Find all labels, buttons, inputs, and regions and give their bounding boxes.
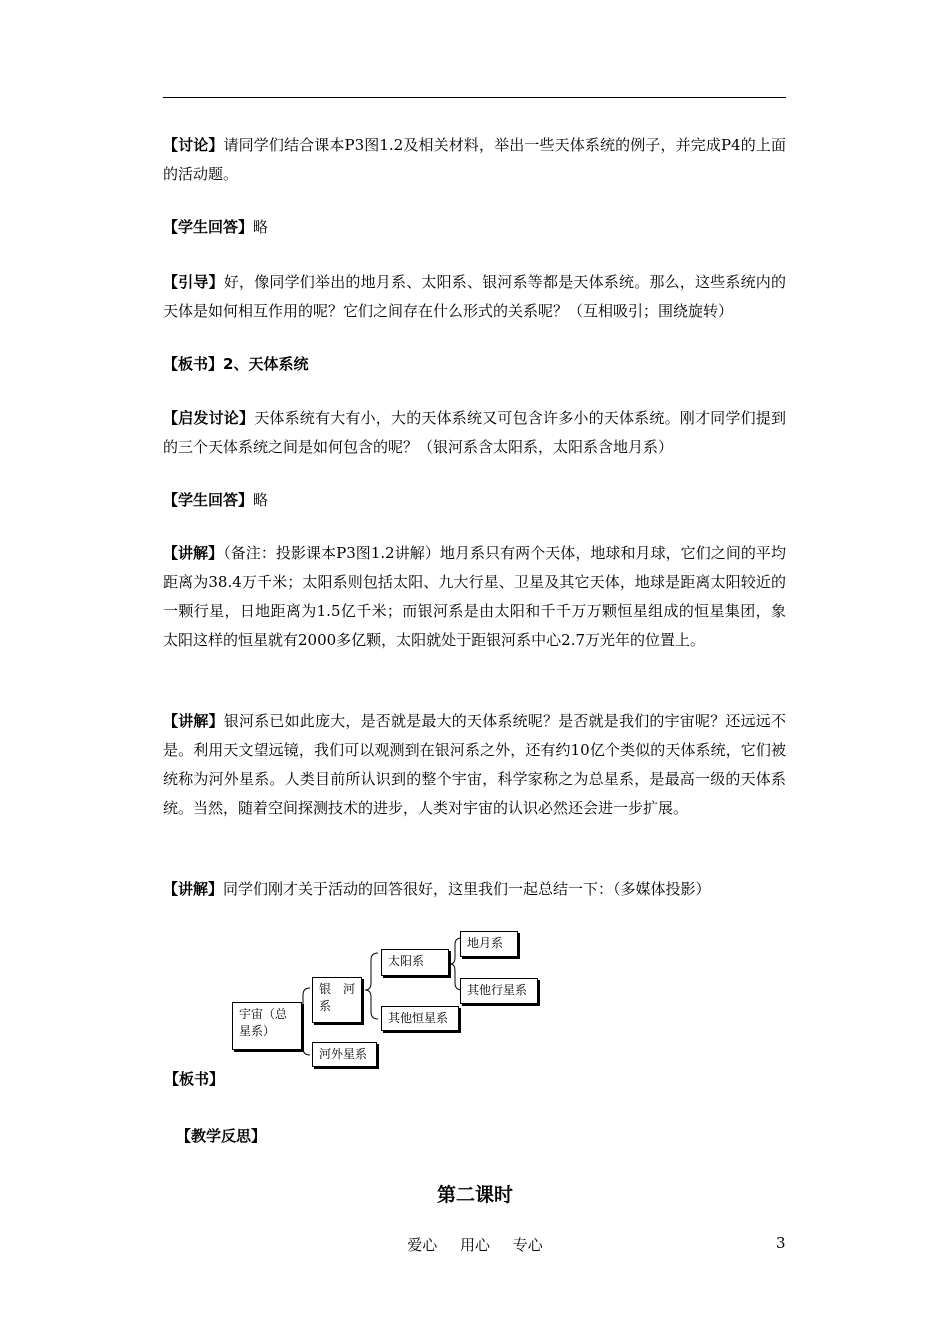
para-text: 好，像同学们举出的地月系、太阳系、银河系等都是天体系统。那么，这些系统内的天体是如何相互作用的呢？它们之间存在什么形式的关系呢？（互相吸引；围绕旋转）: [163, 273, 786, 320]
page-number: 3: [776, 1234, 786, 1252]
reflection-label: 【教学反思】: [176, 1127, 267, 1145]
para-head: 【学生回答】: [163, 491, 254, 509]
para-head: 【学生回答】: [163, 218, 254, 236]
para-head: 【板书】: [163, 355, 224, 373]
node-other-stars: 其他恒星系: [381, 1006, 459, 1031]
motto-word: 专心: [512, 1236, 543, 1254]
node-earth-moon: 地月系: [460, 931, 518, 957]
para-text: 同学们刚才关于活动的回答很好，这里我们一起总结一下：（多媒体投影）: [223, 880, 711, 898]
node-milky-way: 银 河系: [312, 977, 362, 1023]
para-text: 请同学们结合课本P3图1.2及相关材料，举出一些天体系统的例子，并完成P4的上面的活动题。: [163, 136, 786, 183]
para-head: 【启发讨论】: [163, 409, 255, 427]
motto-word: 爱心: [407, 1236, 438, 1254]
section-title: 第二课时: [436, 1184, 513, 1206]
para-head: 【讲解】: [163, 544, 224, 562]
para-head: 【引导】: [163, 273, 224, 291]
para-head: 【讨论】: [163, 136, 224, 154]
para-text: （备注：投影课本P3图1.2讲解）地月系只有两个天体，地球和月球，它们之间的平均距离为38.4万千米；太阳系则包括太阳、九大行星、卫星及其它天体，地球是距离太阳较近的一颗行星，日地距离为1.5亿千米；而银河系是由太阳和千千万万颗恒星组成的恒星集团，象太阳这样的恒星就有2000多亿颗，太阳就处于距银河系中心2.7万光年的位置上。: [163, 544, 786, 649]
para-text: 银河系已如此庞大，是否就是最大的天体系统呢？是否就是我们的宇宙呢？还远远不是。利用天文望远镜，我们可以观测到在银河系之外，还有约10亿个类似的天体系统，它们被统称为河外星系。人类目前所认识到的整个宇宙，科学家称之为总星系，是最高一级的天体系统。当然，随着空间探测技术的进步，人类对宇宙的认识必然还会进一步扩展。: [163, 712, 786, 817]
footer-motto: [0, 1234, 950, 1255]
brace-milky-way: [365, 953, 378, 1019]
para-head: 【讲解】: [163, 712, 224, 730]
node-other-planets: 其他行星系: [460, 978, 538, 1004]
para-text: 天体系统有大有小，大的天体系统又可包含许多小的天体系统。刚才同学们提到的三个天体系统之间是如何包含的呢？（银河系含太阳系，太阳系含地月系）: [163, 409, 786, 456]
para-text: 2、天体系统: [223, 355, 309, 373]
para-text: 略: [253, 491, 269, 509]
node-universe: 宇宙（总星系）: [232, 1002, 302, 1050]
node-solar-system: 太阳系: [381, 949, 449, 976]
board-label: 【板书】: [164, 1070, 225, 1088]
para-head: 【讲解】: [163, 880, 224, 898]
para-text: 略: [253, 218, 269, 236]
motto-word: 用心: [459, 1236, 490, 1254]
node-other-galaxies: 河外星系: [312, 1042, 377, 1067]
